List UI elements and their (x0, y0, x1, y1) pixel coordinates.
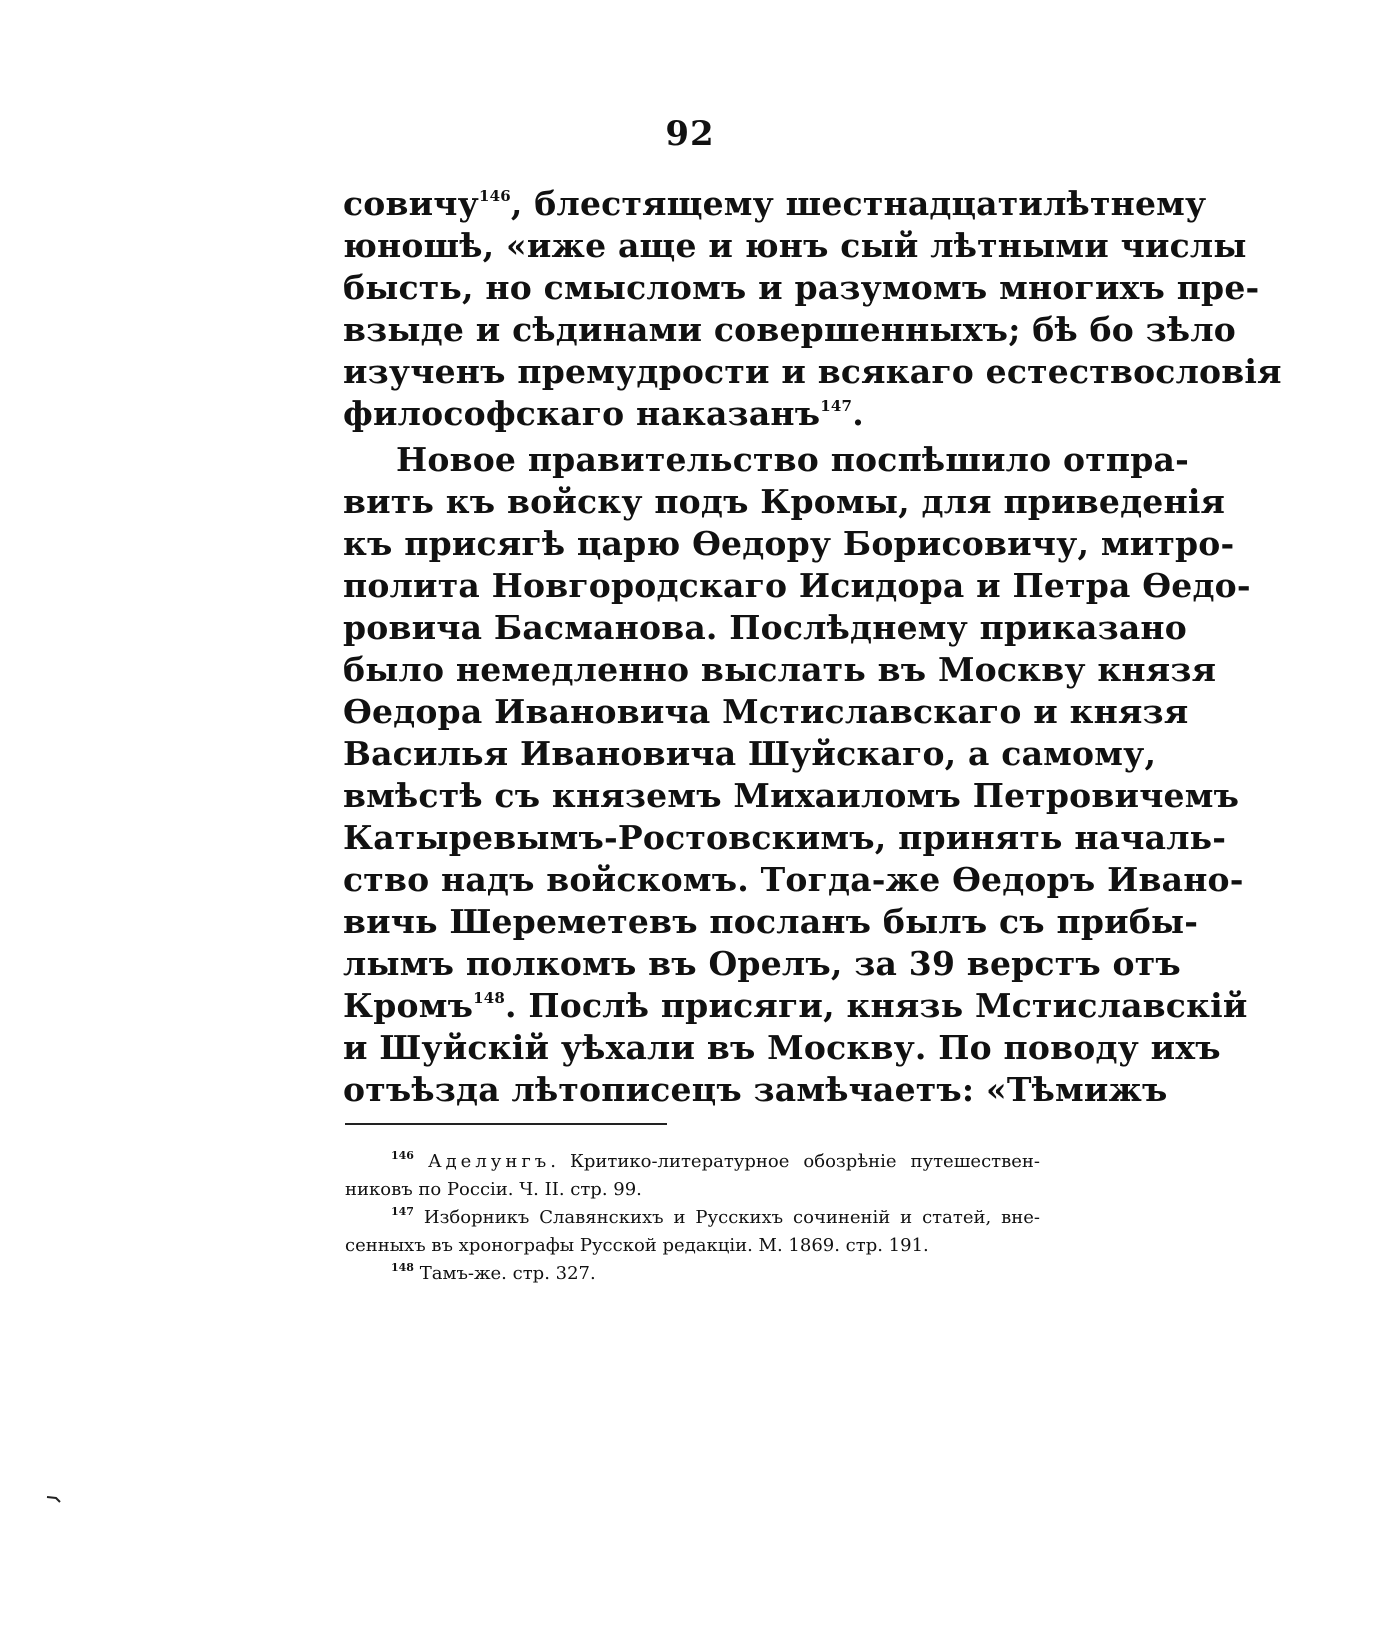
text-line: взыде и сѣдинами совершенныхъ; бѣ бо зѣло (343, 310, 1237, 349)
scan-speck (47, 1495, 61, 1503)
text-line: Новое правительство поспѣшило отпра- (396, 440, 1189, 479)
text-line: Василья Ивановича Шуйскаго, а самому, (343, 734, 1157, 773)
text-line: философскаго наказанъ$^{147}$. (343, 394, 864, 433)
text-line: ство надъ войскомъ. Тогда-же Ѳедоръ Ивано- (343, 860, 1244, 899)
footnote-number: 148 (391, 1261, 414, 1274)
text-line: Ѳедора Ивановича Мстиславскаго и князя (343, 692, 1189, 731)
text-line: бысть, но смысломъ и разумомъ многихъ пре- (343, 268, 1260, 307)
footnote-number: 146 (391, 1149, 414, 1162)
text-line: къ присягѣ царю Ѳедору Борисовичу, митро- (343, 524, 1235, 563)
text-line: юношѣ, «иже аще и юнъ сый лѣтными числы (343, 226, 1247, 265)
text-line: полита Новгородскаго Исидора и Петра Ѳедо- (343, 566, 1251, 605)
text-line: вмѣстѣ съ княземъ Михаиломъ Петровичемъ (343, 776, 1240, 815)
footnote-148: $^{148}$ Тамъ-же. стр. 327. (391, 1261, 596, 1284)
text-line: было немедленно выслать въ Москву князя (343, 650, 1217, 689)
text-line: лымъ полкомъ въ Орелъ, за 39 верстъ отъ (343, 944, 1181, 983)
page-number: 92 (665, 114, 715, 154)
footnote-146: $^{146}$ Аделунгъ. Критико-литературное обозрѣніе путешествен- (391, 1149, 1040, 1172)
text-line: вичь Шереметевъ посланъ былъ съ прибы- (343, 902, 1199, 941)
footnote-ref-147[interactable]: 147 (820, 397, 853, 415)
footnote-147: $^{147}$ Изборникъ Славянскихъ и Русскихъ сочиненій и статей, вне- (391, 1205, 1040, 1228)
text-line: совичу$^{146}$, блестящему шестнадцатилѣтнему (343, 184, 1207, 223)
footnote-divider (345, 1123, 667, 1125)
text-line: вить къ войску подъ Кромы, для приведенія (343, 482, 1226, 521)
text-line: изученъ премудрости и всякаго естествословія (343, 352, 1282, 391)
footnotes (345, 1148, 1040, 1288)
footnote-ref-148[interactable]: 148 (473, 989, 506, 1007)
footnote-146-cont: никовъ по Россіи. Ч. II. стр. 99. (345, 1179, 642, 1200)
footnote-ref-146[interactable]: 146 (479, 187, 511, 205)
footnote-number: 147 (391, 1205, 414, 1218)
text-line: Катыревымъ-Ростовскимъ, принять началь- (343, 818, 1227, 857)
footnote-author: Аделунгъ (427, 1151, 551, 1172)
text-line: Кромъ$^{148}$. Послѣ присяги, князь Мстиславскій (343, 986, 1248, 1025)
text-line: ровича Басманова. Послѣднему приказано (343, 608, 1187, 647)
footnote-147-cont: сенныхъ въ хронографы Русской редакціи. М. 1869. стр. 191. (345, 1235, 929, 1256)
text-line: и Шуйскій уѣхали въ Москву. По поводу ихъ (343, 1028, 1221, 1067)
text-line: отъѣзда лѣтописецъ замѣчаетъ: «Тѣмижъ (343, 1070, 1168, 1109)
body-text (343, 183, 1282, 1111)
